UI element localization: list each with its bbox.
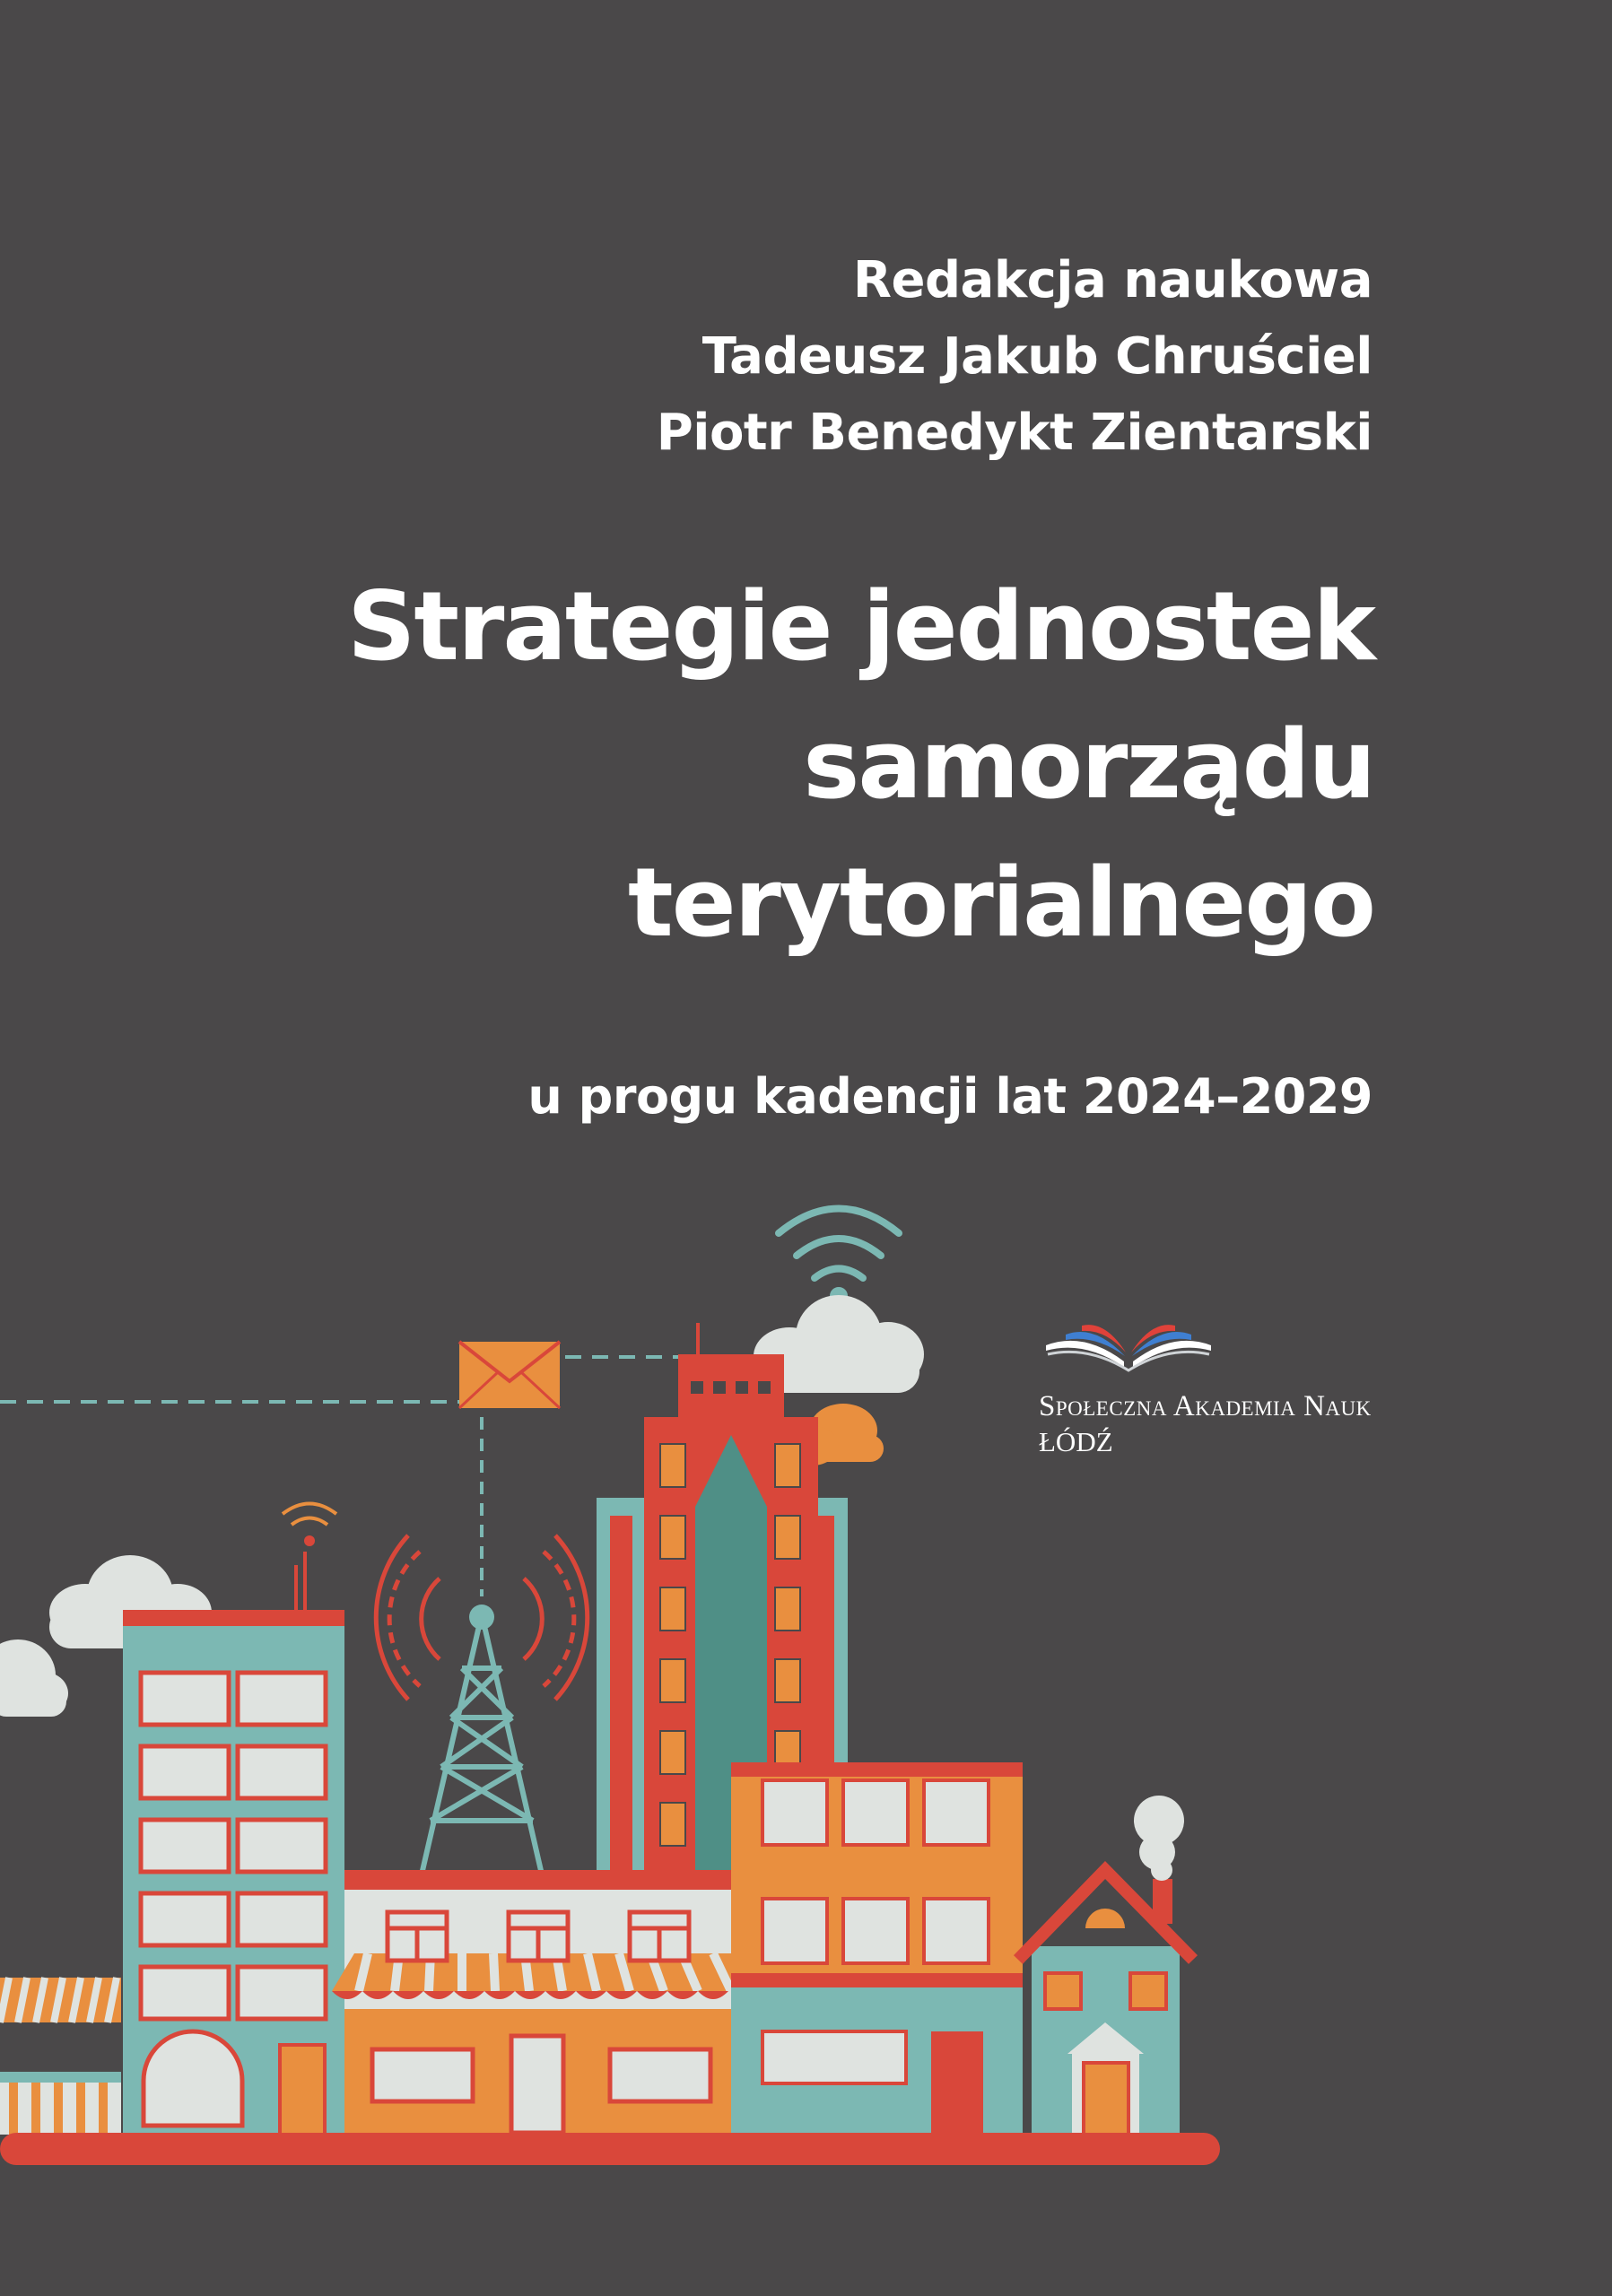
door xyxy=(280,2045,325,2135)
house xyxy=(1018,1870,1193,2139)
publisher-city: ŁÓDŹ xyxy=(1039,1426,1113,1457)
radio-tower xyxy=(422,1614,542,1874)
wifi-icon xyxy=(779,1209,899,1302)
book-subtitle: u progu kadencji lat 2024–2029 xyxy=(527,1068,1372,1125)
title-line: terytorialnego xyxy=(628,848,1374,958)
editors-block xyxy=(657,242,1372,471)
cloud-icon xyxy=(0,1639,68,1717)
title-line: samorządu xyxy=(803,709,1374,820)
door xyxy=(931,2031,983,2139)
publisher-name: Społeczna Akademia Nauk xyxy=(1039,1390,1372,1422)
editor-name: Piotr Benedykt Zientarski xyxy=(656,404,1372,462)
market-stall xyxy=(0,1978,121,2135)
ground xyxy=(0,2133,1220,2165)
book-title xyxy=(347,558,1374,972)
arched-window xyxy=(144,2031,242,2126)
city-illustration xyxy=(0,1166,1612,2206)
title-line: Strategie jednostek xyxy=(347,571,1374,682)
envelope-icon xyxy=(459,1342,560,1408)
editor-name: Tadeusz Jakub Chruściel xyxy=(701,327,1372,386)
chimney-smoke xyxy=(1134,1796,1184,1881)
editors-label: Redakcja naukowa xyxy=(852,251,1372,309)
